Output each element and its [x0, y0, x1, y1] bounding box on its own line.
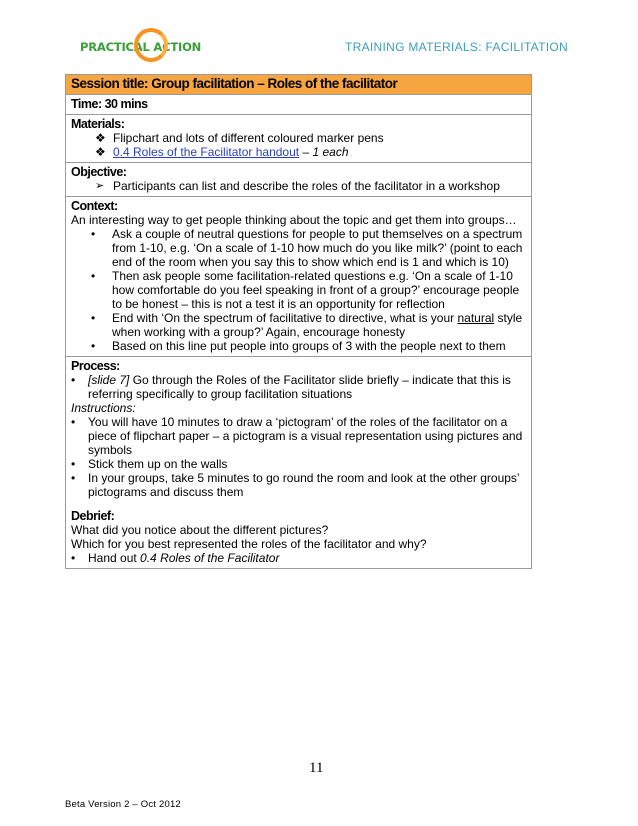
list-item: ❖ 0.4 Roles of the Facilitator handout – 1 each — [95, 145, 349, 159]
list-item: • Hand out 0.4 Roles of the Facilitator — [71, 551, 280, 565]
list-item: • You will have 10 minutes to draw a ‘pictogram’ of the roles of the facilitator on a piece of flipchart paper – a pictogram is a visual representation using pictures and symbols — [71, 415, 523, 457]
bullet-icon: • — [91, 227, 96, 241]
list-item: • Based on this line put people into groups of 3 with the people next to them — [91, 339, 506, 353]
debrief-question-1: What did you notice about the different pictures? — [71, 523, 329, 537]
title-row — [66, 75, 532, 95]
list-item: ➢ Participants can list and describe the roles of the facilitator in a workshop — [95, 179, 500, 193]
diamond-bullet-icon: ❖ — [95, 131, 106, 145]
session-time: Time: 30 mins — [71, 97, 148, 111]
bullet-icon: • — [71, 457, 76, 471]
time-row — [66, 95, 532, 115]
objective-heading: Objective: — [71, 165, 127, 179]
bullet-icon: • — [91, 269, 96, 283]
process-debrief-row — [66, 357, 532, 569]
handout-link[interactable]: 0.4 Roles of the Facilitator handout — [113, 145, 300, 159]
arrow-bullet-icon: ➢ — [95, 180, 105, 192]
footer-version: Beta Version 2 – Oct 2012 — [65, 799, 181, 810]
list-item: ❖ Flipchart and lots of different coloured marker pens — [95, 131, 384, 145]
list-item: • [slide 7] Go through the Roles of the Facilitator slide briefly – indicate that this is referring specifically to group facilitation situations — [71, 373, 511, 401]
process-list — [71, 373, 526, 401]
bullet-icon: • — [71, 373, 76, 387]
page-number: 11 — [309, 760, 324, 776]
header-title: TRAINING MATERIALS: FACILITATION — [345, 40, 568, 54]
bullet-icon: • — [71, 551, 76, 565]
bullet-icon: • — [91, 339, 96, 353]
logo-ring-icon — [134, 28, 168, 62]
list-item: • Then ask people some facilitation-related questions e.g. ‘On a scale of 1-10 how comfortable do you feel speaking in front of a group?’ encourage people to be honest – this is not a test it is an opportunity for reflection — [91, 269, 520, 311]
materials-heading: Materials: — [71, 117, 125, 131]
process-heading: Process: — [71, 359, 120, 373]
materials-list — [71, 131, 526, 159]
logo-text: PRACTICAL ACTION — [80, 40, 202, 54]
instructions-label: Instructions: — [71, 401, 136, 415]
debrief-list — [71, 551, 526, 565]
debrief-heading: Debrief: — [71, 509, 115, 523]
diamond-bullet-icon: ❖ — [95, 145, 106, 159]
context-row — [66, 197, 532, 357]
list-item: • Stick them up on the walls — [71, 457, 228, 471]
context-heading: Context: — [71, 199, 118, 213]
session-table — [65, 74, 532, 569]
bullet-icon: • — [71, 471, 76, 485]
session-title: Session title: Group facilitation – Roles of the facilitator — [71, 76, 398, 91]
bullet-icon: • — [71, 415, 76, 429]
objective-list — [71, 179, 526, 193]
instructions-list — [71, 415, 526, 499]
list-item: • Ask a couple of neutral questions for people to put themselves on a spectrum from 1-10, e.g. ‘On a scale of 1-10 how much do you like milk?’ (point to each end of the room when you say this to show which end is 1 and which is 10) — [91, 227, 523, 269]
debrief-question-2: Which for you best represented the roles of the facilitator and why? — [71, 537, 427, 551]
context-intro: An interesting way to get people thinking about the topic and get them into groups… — [71, 213, 517, 227]
list-item: • In your groups, take 5 minutes to go round the room and look at the other groups’ pictograms and discuss them — [71, 471, 520, 499]
context-list — [71, 227, 526, 353]
bullet-icon: • — [91, 311, 96, 325]
list-item: • End with ‘On the spectrum of facilitative to directive, what is your natural style when working with a group?’ Again, encourage honesty — [91, 311, 523, 339]
practical-action-logo — [80, 26, 202, 68]
objective-row — [66, 163, 532, 197]
materials-row — [66, 115, 532, 163]
